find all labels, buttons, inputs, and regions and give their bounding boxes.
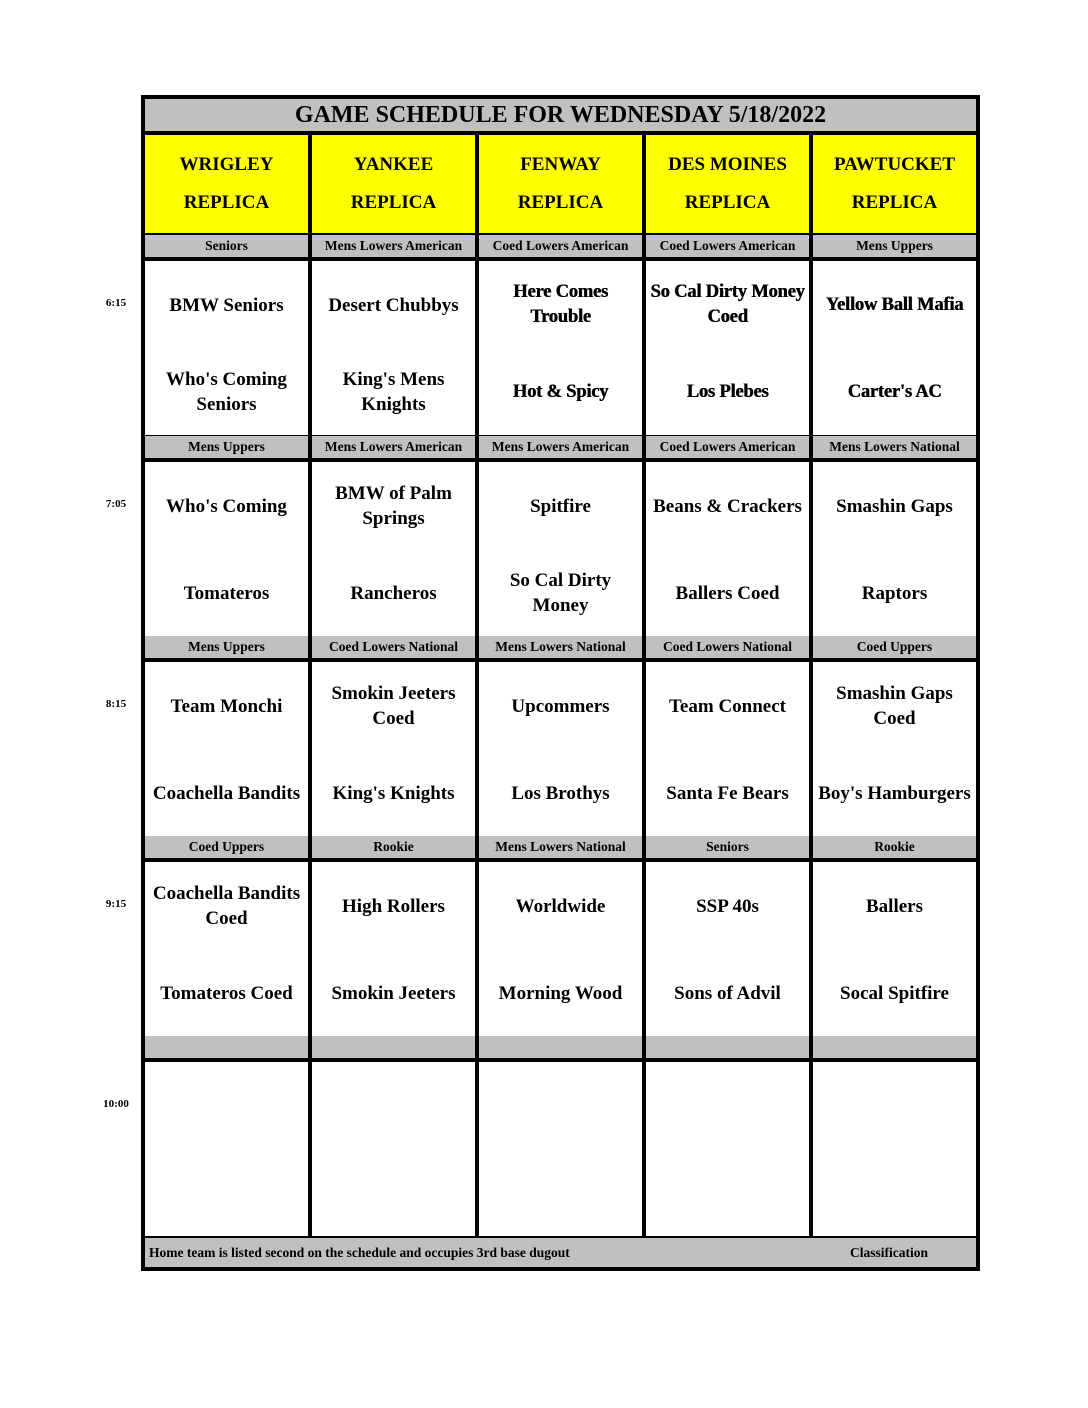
classification-label [813,1036,976,1058]
game-cell [312,862,475,1036]
home-team: Raptors [861,582,928,604]
classification-label: Seniors [646,836,809,858]
venue-name: WRIGLEY [179,154,274,175]
home-team [813,1150,976,1236]
home-team: Carter's AC [847,381,942,402]
venue-header [312,135,475,233]
venue-type: REPLICA [183,192,270,213]
time-label: 10:00 [103,1098,129,1110]
footer-note: Home team is listed second on the schedule and occupies 3rd base dugout [149,1244,570,1260]
game-cell [312,1062,475,1236]
visiting-team: Team Connect [669,695,786,717]
visiting-team: BMW of Palm Springs [335,483,452,529]
home-team: So Cal Dirty Money [509,570,612,616]
home-team: Smokin Jeeters [331,982,456,1004]
footer-bar [145,1238,976,1267]
classification-label: Mens Lowers National [479,636,642,658]
visiting-team: Smashin Gaps Coed [836,683,953,729]
home-team: King's Mens Knights [342,369,445,415]
venue-type: REPLICA [684,192,771,213]
game-cell [813,261,976,435]
visiting-team: Smokin Jeeters Coed [331,683,456,729]
game-cell [145,462,308,636]
visiting-team: Team Monchi [170,695,283,717]
time-label: 6:15 [105,297,127,309]
visiting-team: Coachella Bandits Coed [152,883,301,929]
visiting-team: SSP 40s [696,895,759,917]
venue-type: REPLICA [350,192,437,213]
venue-header [145,135,308,233]
game-cell [646,862,809,1036]
game-cell [813,462,976,636]
game-cell [479,662,642,836]
visiting-team: Desert Chubbys [328,294,459,316]
classification-label: Seniors [145,235,308,257]
game-cell [479,261,642,435]
home-team: Santa Fe Bears [666,782,789,804]
classification-label: Mens Uppers [145,636,308,658]
home-team: King's Knights [332,782,455,804]
visiting-team: BMW Seniors [169,294,284,316]
classification-label [145,1036,308,1058]
home-team [646,1150,809,1236]
game-cell [145,1062,308,1236]
classification-label: Mens Lowers National [813,436,976,458]
visiting-team [813,1062,976,1150]
classification-label: Coed Uppers [145,836,308,858]
home-team: Socal Spitfire [840,982,949,1004]
home-team: Who's Coming Seniors [166,369,287,415]
home-team: Coachella Bandits [152,782,301,804]
venue-name: FENWAY [520,154,601,175]
classification-label: Coed Lowers American [479,235,642,257]
classification-label: Mens Lowers American [479,436,642,458]
game-cell [646,662,809,836]
classification-label: Rookie [312,836,475,858]
classification-label [312,1036,475,1058]
home-team: Hot & Spicy [512,381,609,402]
home-team: Ballers Coed [675,582,780,604]
visiting-team: High Rollers [342,895,445,917]
classification-label: Coed Lowers American [646,436,809,458]
home-team [145,1150,308,1236]
home-team: Morning Wood [498,982,623,1004]
game-cell [813,662,976,836]
visiting-team [312,1062,475,1150]
game-cell [479,862,642,1036]
classification-label: Mens Lowers American [312,235,475,257]
game-cell [312,261,475,435]
classification-label: Rookie [813,836,976,858]
home-team: Los Brothys [511,782,610,804]
home-team [479,1150,642,1236]
visiting-team: Smashin Gaps [836,495,953,517]
classification-label: Mens Lowers National [479,836,642,858]
visiting-team: So Cal Dirty Money Coed [650,282,805,327]
venue-type: REPLICA [517,192,604,213]
venue-header [646,135,809,233]
classification-label: Coed Lowers National [646,636,809,658]
game-cell [479,462,642,636]
venue-header [813,135,976,233]
schedule-table [141,95,980,1271]
time-label: 7:05 [105,498,127,510]
game-cell [312,662,475,836]
time-label: 9:15 [105,898,127,910]
visiting-team: Yellow Ball Mafia [825,294,964,315]
venue-header [479,135,642,233]
home-team: Rancheros [350,582,437,604]
home-team: Boy's Hamburgers [818,782,971,804]
classification-label: Coed Uppers [813,636,976,658]
footer-key: Classification [850,1244,929,1260]
venue-name: YANKEE [353,154,434,175]
visiting-team: Beans & Crackers [653,495,802,517]
visiting-team [145,1062,308,1150]
classification-label: Coed Lowers American [646,235,809,257]
game-cell [646,261,809,435]
game-cell [646,1062,809,1236]
home-team: Tomateros Coed [160,982,293,1004]
home-team: Tomateros [183,582,270,604]
visiting-team [646,1062,809,1150]
venue-name: DES MOINES [668,154,787,175]
home-team: Sons of Advil [674,982,781,1004]
visiting-team: Worldwide [515,895,606,917]
game-cell [145,261,308,435]
classification-label: Coed Lowers National [312,636,475,658]
game-cell [145,662,308,836]
game-cell [813,862,976,1036]
classification-label: Mens Uppers [145,436,308,458]
visiting-team: Ballers [866,895,923,917]
schedule-title: GAME SCHEDULE FOR WEDNESDAY 5/18/2022 [145,99,976,131]
classification-label [646,1036,809,1058]
game-cell [813,1062,976,1236]
time-label: 8:15 [105,698,127,710]
visiting-team: Upcommers [511,695,610,717]
game-cell [312,462,475,636]
visiting-team: Here Comes Trouble [513,282,608,327]
classification-label: Mens Uppers [813,235,976,257]
game-cell [646,462,809,636]
game-cell [145,862,308,1036]
venue-name: PAWTUCKET [833,154,956,175]
classification-label: Mens Lowers American [312,436,475,458]
visiting-team [479,1062,642,1150]
visiting-team: Who's Coming [166,495,287,517]
home-team: Los Plebes [686,381,769,402]
home-team [312,1150,475,1236]
classification-label [479,1036,642,1058]
venue-type: REPLICA [851,192,938,213]
game-cell [479,1062,642,1236]
visiting-team: Spitfire [530,495,591,517]
